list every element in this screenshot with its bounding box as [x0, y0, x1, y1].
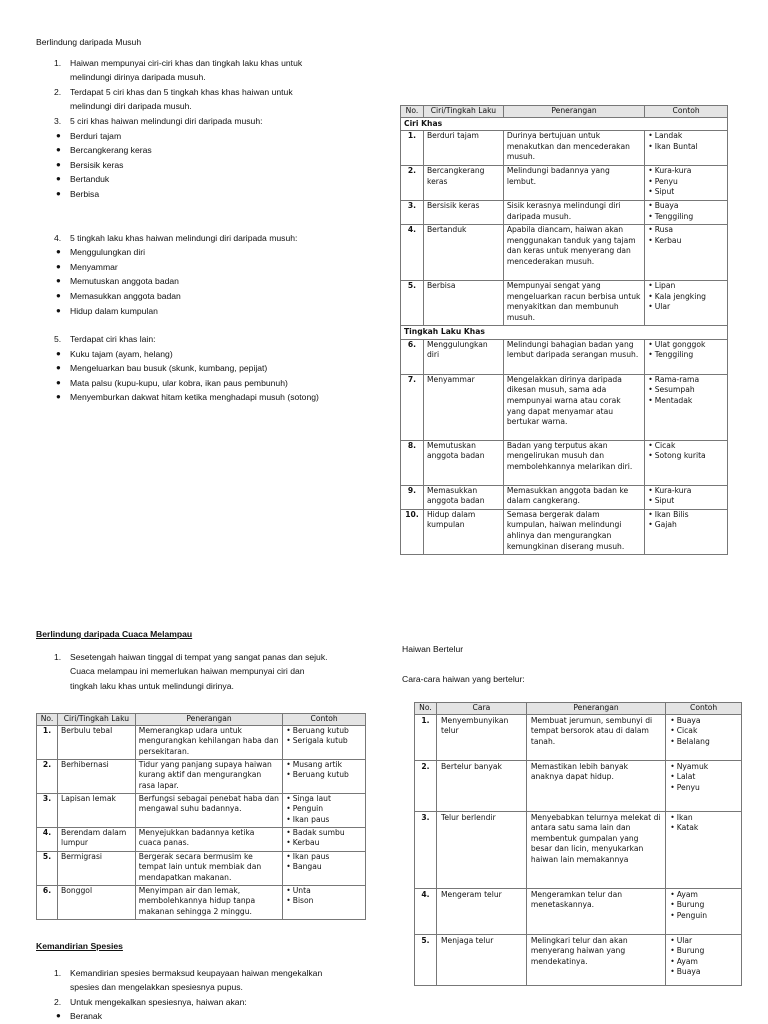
list-item: 1. Kemandirian spesies bermaksud keupayaan haiwan mengekalkan spesies dan mengelakkan spesiesnya pupus. [54, 967, 323, 993]
row-examples [645, 281, 728, 326]
example-item: • Lalat [670, 772, 737, 783]
list-item: ● Berbisa [56, 188, 100, 199]
example-item: • Ular [648, 302, 724, 313]
row-name: Bercangkerang keras [423, 166, 503, 201]
row-description: Memastikan lebih banyak anaknya dapat hidup. [526, 760, 665, 811]
section-2-title: Berlindung daripada Cuaca Melampau [36, 629, 193, 639]
ciri-bullet-list [36, 129, 319, 202]
table-row [401, 201, 728, 225]
section-1 [36, 35, 319, 405]
row-description: Durinya bertujuan untuk menakutkan dan mencederakan musuh. [503, 131, 644, 166]
row-description: Melingkari telur dan akan menyerang haiwan yang mendekatinya. [526, 934, 665, 985]
table-header-row [37, 714, 366, 726]
section-4-subtitle: Cara-cara haiwan yang bertelur: [402, 673, 525, 684]
row-examples [666, 888, 742, 934]
example-item: • Ular [670, 936, 737, 947]
row-name: Mengeram telur [436, 888, 526, 934]
row-examples [645, 225, 728, 281]
egg-table [414, 702, 742, 986]
example-item: • Bison [286, 896, 362, 907]
row-description: Mengeramkan telur dan menetaskannya. [526, 888, 665, 934]
example-item: • Penguin [286, 804, 362, 815]
row-number: 1. [401, 131, 424, 166]
example-item: • Serigala kutub [286, 736, 362, 747]
row-number: 2. [401, 166, 424, 201]
row-description: Bergerak secara bermusim ke tempat lain untuk membiak dan mendapatkan makanan. [135, 851, 282, 885]
list-item: 2. Untuk mengekalkan spesiesnya, haiwan akan: [54, 996, 247, 1007]
row-examples [666, 934, 742, 985]
table-row [401, 440, 728, 485]
table-row [37, 759, 366, 793]
table-row [401, 225, 728, 281]
list-item: 1. Haiwan mempunyai ciri-ciri khas dan tingkah laku khas untuk melindungi dirinya daripada musuh. [54, 57, 303, 83]
row-description: Menyimpan air dan lemak, membolehkannya hidup tanpa makanan sehingga 2 minggu. [135, 885, 282, 919]
example-item: • Ikan paus [286, 815, 362, 826]
example-item: • Kerbau [648, 236, 724, 247]
column-header: Contoh [645, 106, 728, 118]
row-description: Membuat jerumun, sembunyi di tempat bersorok atau di dalam tanah. [526, 714, 665, 760]
row-number: 1. [415, 714, 437, 760]
column-header: Ciri/Tingkah Laku [57, 714, 135, 726]
example-item: • Belalang [670, 737, 737, 748]
example-item: • Penyu [648, 177, 724, 188]
table-section-row [401, 117, 728, 131]
list-item: ● Memutuskan anggota badan [56, 276, 179, 287]
row-number: 7. [401, 374, 424, 440]
row-number: 2. [37, 759, 58, 793]
column-header: Ciri/Tingkah Laku [423, 106, 503, 118]
list-item: ● Memasukkan anggota badan [56, 290, 181, 301]
list-item: ● Beranak [56, 1011, 103, 1022]
list-item: ● Kuku tajam (ayam, helang) [56, 348, 173, 359]
row-examples [645, 131, 728, 166]
example-item: • Ikan [670, 813, 737, 824]
row-number: 9. [401, 485, 424, 509]
row-number: 10. [401, 509, 424, 554]
row-number: 3. [401, 201, 424, 225]
row-name: Menggulungkan diri [423, 339, 503, 374]
example-item: • Kala jengking [648, 292, 724, 303]
example-item: • Ayam [670, 890, 737, 901]
table-row [415, 760, 742, 811]
list-item: ● Bertanduk [56, 174, 110, 185]
example-item: • Landak [648, 131, 724, 142]
row-description: Tidur yang panjang supaya haiwan kurang aktif dan mengurangkan rasa lapar. [135, 759, 282, 793]
table-row [37, 851, 366, 885]
example-item: • Cicak [648, 441, 724, 452]
column-header: No. [37, 714, 58, 726]
list-item: ● Bersisik keras [56, 159, 124, 170]
row-name: Memutuskan anggota badan [423, 440, 503, 485]
table-row [401, 131, 728, 166]
table-row [415, 934, 742, 985]
example-item: • Cicak [670, 726, 737, 737]
table-row [37, 885, 366, 919]
section-1-title: Berlindung daripada Musuh [36, 37, 142, 47]
table-row [401, 374, 728, 440]
example-item: • Burung [670, 900, 737, 911]
table-header-row [415, 703, 742, 715]
example-item: • Ayam [670, 957, 737, 968]
section-4-title: Haiwan Bertelur [402, 644, 464, 654]
section-1-list-b [36, 231, 319, 319]
row-description: Menyejukkan badannya ketika cuaca panas. [135, 827, 282, 851]
row-number: 5. [415, 934, 437, 985]
row-examples [645, 339, 728, 374]
example-item: • Buaya [648, 201, 724, 212]
example-item: • Musang artik [286, 760, 362, 771]
table-row [37, 793, 366, 827]
row-description: Melindungi badannya yang lembut. [503, 166, 644, 201]
example-item: • Ikan paus [286, 852, 362, 863]
row-name: Menjaga telur [436, 934, 526, 985]
table-row [415, 811, 742, 888]
row-number: 3. [415, 811, 437, 888]
row-description: Memasukkan anggota badan ke dalam cangkerang. [503, 485, 644, 509]
example-item: • Penyu [670, 783, 737, 794]
example-item: • Rama-rama [648, 375, 724, 386]
list-item: 5. Terdapat ciri khas lain: [54, 334, 156, 345]
column-header: No. [401, 106, 424, 118]
row-examples [645, 440, 728, 485]
row-examples [645, 374, 728, 440]
example-item: • Kerbau [286, 838, 362, 849]
section-label: Tingkah Laku Khas [401, 326, 728, 340]
row-name: Bersisik keras [423, 201, 503, 225]
section-2 [36, 627, 328, 693]
row-examples [645, 166, 728, 201]
table-row [415, 888, 742, 934]
row-examples [283, 851, 366, 885]
row-name: Lapisan lemak [57, 793, 135, 827]
example-item: • Buaya [670, 716, 737, 727]
list-item: ● Menyammar [56, 261, 118, 272]
example-item: • Siput [648, 496, 724, 507]
row-number: 6. [401, 339, 424, 374]
row-examples [283, 793, 366, 827]
list-item: ● Hidup dalam kumpulan [56, 305, 158, 316]
list-item: ● Mata palsu (kupu-kupu, ular kobra, ikan paus pembunuh) [56, 377, 288, 388]
row-examples [666, 714, 742, 760]
list-item: ● Bercangkerang keras [56, 145, 152, 156]
example-item: • Gajah [648, 520, 724, 531]
row-name: Bonggol [57, 885, 135, 919]
row-examples [283, 759, 366, 793]
row-number: 8. [401, 440, 424, 485]
defense-table [400, 105, 728, 555]
table-row [415, 714, 742, 760]
row-name: Hidup dalam kumpulan [423, 509, 503, 554]
example-item: • Beruang kutub [286, 770, 362, 781]
list-item: ● Menggulungkan diri [56, 247, 146, 258]
row-name: Memasukkan anggota badan [423, 485, 503, 509]
table-row [401, 281, 728, 326]
column-header: No. [415, 703, 437, 715]
row-name: Berduri tajam [423, 131, 503, 166]
section-3-title: Kemandirian Spesies [36, 941, 123, 951]
row-description: Mempunyai sengat yang mengeluarkan racun berbisa untuk menyakitkan dan membunuh musuh. [503, 281, 644, 326]
section-1-list-a [36, 56, 319, 129]
example-item: • Kura-kura [648, 486, 724, 497]
list-item: ● Menyemburkan dakwat hitam ketika menghadapi musuh (sotong) [56, 392, 319, 403]
column-header: Penerangan [526, 703, 665, 715]
table-header-row [401, 106, 728, 118]
row-number: 2. [415, 760, 437, 811]
row-examples [645, 509, 728, 554]
row-description: Memerangkap udara untuk mengurangkan kehilangan haba dan persekitaran. [135, 725, 282, 759]
row-number: 4. [401, 225, 424, 281]
example-item: • Mentadak [648, 396, 724, 407]
row-name: Berbisa [423, 281, 503, 326]
row-name: Bertanduk [423, 225, 503, 281]
row-name: Menyammar [423, 374, 503, 440]
row-description: Apabila diancam, haiwan akan menggunakan tanduk yang tajam dan keras untuk menyerang dan mencederakan musuh. [503, 225, 644, 281]
row-name: Bertelur banyak [436, 760, 526, 811]
row-name: Bermigrasi [57, 851, 135, 885]
section-label: Ciri Khas [401, 117, 728, 131]
table-row [37, 725, 366, 759]
row-examples [283, 885, 366, 919]
table-row [37, 827, 366, 851]
row-number: 5. [401, 281, 424, 326]
list-item: ● Mengeluarkan bau busuk (skunk, kumbang, pepijat) [56, 363, 268, 374]
row-name: Menyembunyikan telur [436, 714, 526, 760]
example-item: • Siput [648, 187, 724, 198]
example-item: • Rusa [648, 225, 724, 236]
row-number: 1. [37, 725, 58, 759]
example-item: • Lipan [648, 281, 724, 292]
list-item: 3. 5 ciri khas haiwan melindungi diri daripada musuh: [54, 115, 263, 126]
list-item: 1. Sesetengah haiwan tinggal di tempat yang sangat panas dan sejuk. Cuaca melampau ini memerlukan haiwan mempunyai ciri dan tingkah laku khas untuk melindungi dirinya. [54, 651, 328, 691]
column-header: Penerangan [135, 714, 282, 726]
example-item: • Ikan Bilis [648, 510, 724, 521]
row-number: 5. [37, 851, 58, 885]
section-3-list [36, 966, 322, 1024]
example-item: • Badak sumbu [286, 828, 362, 839]
table-section-row [401, 326, 728, 340]
row-description: Menyebabkan telurnya melekat di antara satu sama lain dan membentuk gumpalan yang besar dan licin, menyukarkan haiwan lain memakannya [526, 811, 665, 888]
row-examples [645, 485, 728, 509]
row-examples [283, 725, 366, 759]
column-header: Contoh [283, 714, 366, 726]
table-row [401, 166, 728, 201]
list-item: 4. 5 tingkah laku khas haiwan melindungi diri daripada musuh: [54, 232, 298, 243]
column-header: Contoh [666, 703, 742, 715]
weather-table [36, 713, 366, 920]
column-header: Penerangan [503, 106, 644, 118]
row-examples [645, 201, 728, 225]
row-number: 4. [37, 827, 58, 851]
row-examples [666, 760, 742, 811]
row-description: Semasa bergerak dalam kumpulan, haiwan melindungi ahlinya dan mengurangkan kemungkinan diserang musuh. [503, 509, 644, 554]
example-item: • Katak [670, 823, 737, 834]
example-item: • Unta [286, 886, 362, 897]
row-examples [283, 827, 366, 851]
row-name: Berendam dalam lumpur [57, 827, 135, 851]
row-description: Mengelakkan dirinya daripada dikesan musuh, sama ada mempunyai warna atau corak yang dapat menyamar atau bertukar warna. [503, 374, 644, 440]
section-2-list [36, 650, 328, 694]
example-item: • Tenggiling [648, 350, 724, 361]
row-name: Berhibernasi [57, 759, 135, 793]
row-description: Melindungi bahagian badan yang lembut daripada serangan musuh. [503, 339, 644, 374]
example-item: • Tenggiling [648, 212, 724, 223]
section-3 [36, 939, 322, 1024]
list-item: 2. Terdapat 5 ciri khas dan 5 tingkah khas khas haiwan untuk melindungi diri daripada musuh. [54, 86, 293, 112]
column-header: Cara [436, 703, 526, 715]
section-4 [402, 642, 525, 686]
section-1-list-c [36, 332, 319, 405]
example-item: • Nyamuk [670, 762, 737, 773]
row-number: 6. [37, 885, 58, 919]
table-row [401, 339, 728, 374]
row-description: Badan yang terputus akan mengelirukan musuh dan membolehkannya melarikan diri. [503, 440, 644, 485]
row-description: Berfungsi sebagai penebat haba dan mengawal suhu badannya. [135, 793, 282, 827]
row-name: Berbulu tebal [57, 725, 135, 759]
example-item: • Burung [670, 946, 737, 957]
row-name: Telur berlendir [436, 811, 526, 888]
row-number: 3. [37, 793, 58, 827]
row-number: 4. [415, 888, 437, 934]
example-item: • Singa laut [286, 794, 362, 805]
example-item: • Ulat gonggok [648, 340, 724, 351]
row-examples [666, 811, 742, 888]
table-row [401, 509, 728, 554]
example-item: • Bangau [286, 862, 362, 873]
row-description: Sisik kerasnya melindungi diri daripada musuh. [503, 201, 644, 225]
example-item: • Buaya [670, 967, 737, 978]
example-item: • Beruang kutub [286, 726, 362, 737]
example-item: • Sesumpah [648, 385, 724, 396]
example-item: • Penguin [670, 911, 737, 922]
list-item: ● Berduri tajam [56, 130, 122, 141]
example-item: • Ikan Buntal [648, 142, 724, 153]
table-row [401, 485, 728, 509]
example-item: • Kura-kura [648, 166, 724, 177]
example-item: • Sotong kurita [648, 451, 724, 462]
